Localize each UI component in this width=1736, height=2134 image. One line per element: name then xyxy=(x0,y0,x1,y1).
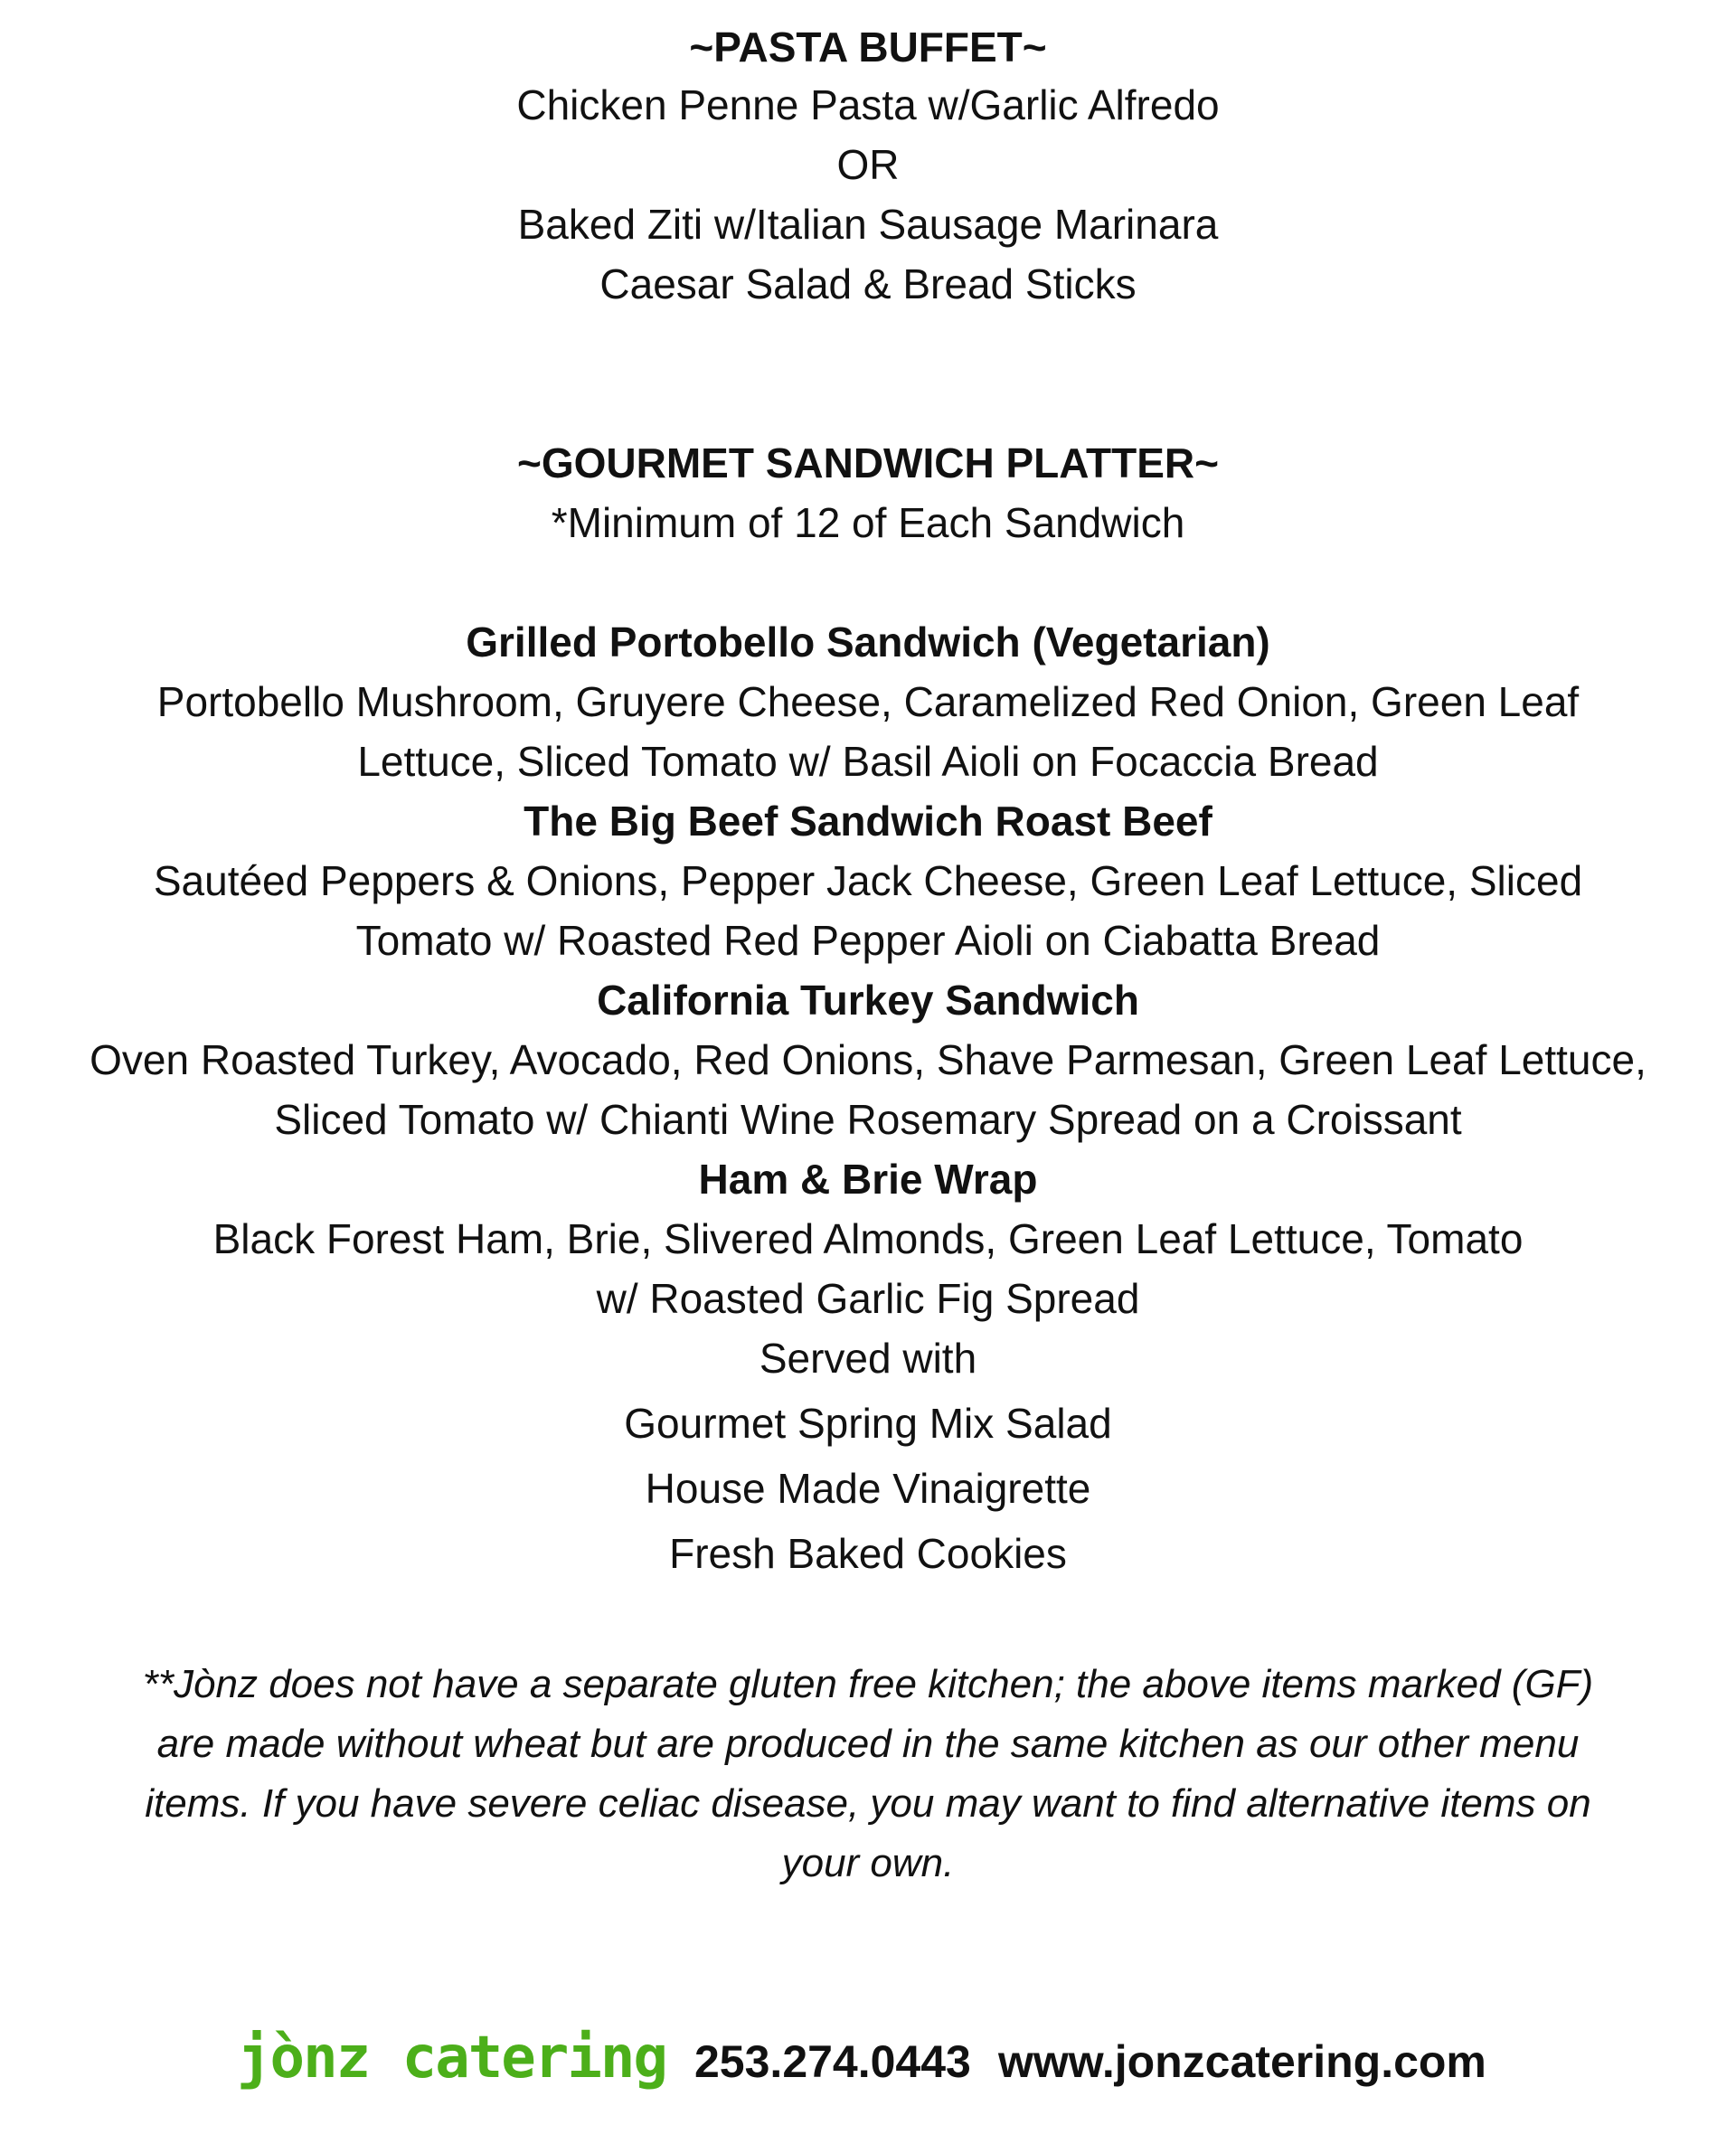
sandwich-minimum-note: *Minimum of 12 of Each Sandwich xyxy=(551,499,1185,546)
sandwich-desc-california-turkey-2: Sliced Tomato w/ Chianti Wine Rosemary Spread on a Croissant xyxy=(274,1096,1462,1143)
sandwich-name-big-beef: The Big Beef Sandwich Roast Beef xyxy=(524,798,1212,845)
gluten-note-line-1: **Jònz does not have a separate gluten free kitchen; the above items marked (GF) xyxy=(142,1662,1594,1706)
pasta-or-separator: OR xyxy=(836,141,900,188)
sandwich-desc-portobello-1: Portobello Mushroom, Gruyere Cheese, Caramelized Red Onion, Green Leaf xyxy=(156,678,1580,725)
jonz-catering-logo: jònz catering xyxy=(237,2025,666,2092)
side-spring-mix-salad: Gourmet Spring Mix Salad xyxy=(624,1400,1112,1447)
sandwich-desc-big-beef-2: Tomato w/ Roasted Red Pepper Aioli on Ciabatta Bread xyxy=(355,917,1381,964)
sandwich-desc-ham-brie-wrap-2: w/ Roasted Garlic Fig Spread xyxy=(596,1275,1140,1322)
sandwich-name-portobello: Grilled Portobello Sandwich (Vegetarian) xyxy=(466,618,1270,666)
gluten-note-line-4: your own. xyxy=(781,1841,955,1885)
side-house-vinaigrette: House Made Vinaigrette xyxy=(645,1465,1091,1512)
website-link[interactable]: www.jonzcatering.com xyxy=(998,2036,1486,2087)
served-with-label: Served with xyxy=(759,1335,977,1382)
footer xyxy=(0,2022,1736,2103)
pasta-option-baked-ziti: Baked Ziti w/Italian Sausage Marinara xyxy=(517,201,1219,248)
sandwich-name-california-turkey: California Turkey Sandwich xyxy=(597,977,1139,1024)
gluten-note-line-2: are made without wheat but are produced in the same kitchen as our other menu xyxy=(156,1722,1580,1766)
sandwich-platter-title: ~GOURMET SANDWICH PLATTER~ xyxy=(516,439,1220,486)
sandwich-desc-portobello-2: Lettuce, Sliced Tomato w/ Basil Aioli on Focaccia Bread xyxy=(357,738,1379,785)
sandwich-desc-big-beef-1: Sautéed Peppers & Onions, Pepper Jack Cheese, Green Leaf Lettuce, Sliced xyxy=(153,857,1583,904)
sandwich-desc-california-turkey-1: Oven Roasted Turkey, Avocado, Red Onions, Shave Parmesan, Green Leaf Lettuce, xyxy=(90,1036,1646,1083)
pasta-option-chicken-penne: Chicken Penne Pasta w/Garlic Alfredo xyxy=(516,81,1220,128)
sandwich-name-ham-brie-wrap: Ham & Brie Wrap xyxy=(698,1156,1038,1203)
side-fresh-cookies: Fresh Baked Cookies xyxy=(669,1530,1067,1577)
pasta-side-caesar-salad: Caesar Salad & Bread Sticks xyxy=(599,260,1137,307)
gluten-note-line-3: items. If you have severe celiac disease, you may want to find alternative items on xyxy=(145,1781,1591,1826)
phone-number[interactable]: 253.274.0443 xyxy=(694,2036,971,2087)
pasta-buffet-title: ~PASTA BUFFET~ xyxy=(689,24,1047,71)
sandwich-desc-ham-brie-wrap-1: Black Forest Ham, Brie, Slivered Almonds, Green Leaf Lettuce, Tomato xyxy=(212,1215,1524,1262)
